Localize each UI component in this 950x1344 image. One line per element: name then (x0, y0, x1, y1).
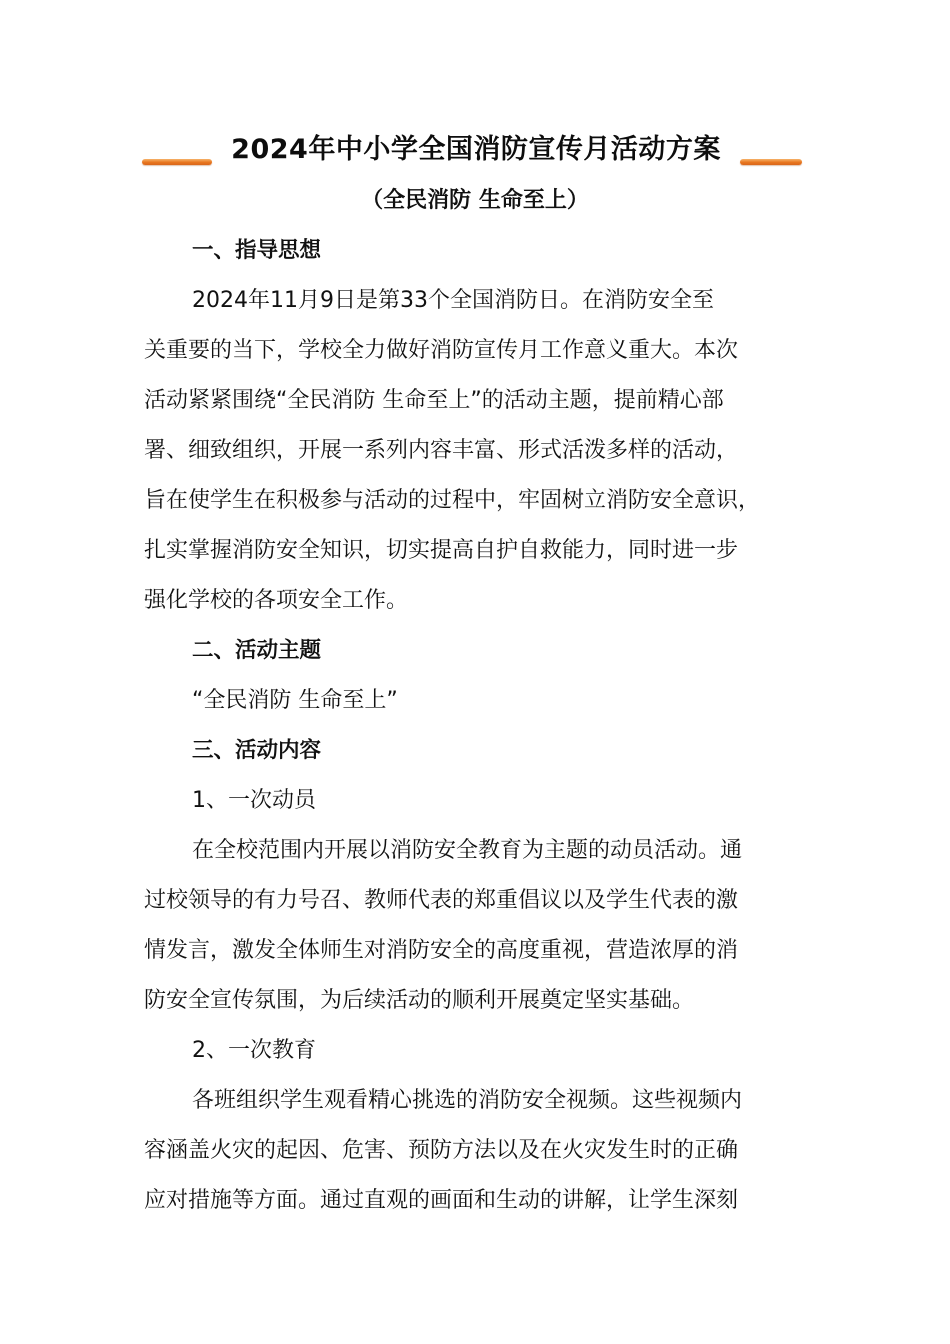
paragraph-line: 各班组织学生观看精心挑选的消防安全视频。这些视频内 (192, 1088, 743, 1113)
item-label-education: 2、一次教育 (192, 1038, 316, 1063)
paragraph-line: 防安全宣传氛围，为后续活动的顺利开展奠定坚实基础。 (144, 988, 695, 1013)
paragraph-line: 署、细致组织，开展一系列内容丰富、形式活泼多样的活动， (144, 438, 739, 463)
paragraph-line: 扎实掌握消防安全知识，切实提高自护自救能力，同时进一步 (144, 538, 739, 563)
title-block (142, 128, 802, 172)
section-heading-activity-content: 三、活动内容 (192, 738, 322, 763)
paragraph-line: 在全校范围内开展以消防安全教育为主题的动员活动。通 (192, 838, 743, 863)
document-body (144, 226, 816, 1226)
paragraph-line: 2024年11月9日是第33个全国消防日。在消防安全至 (192, 288, 714, 313)
title-decoration-right (740, 159, 802, 165)
paragraph-line: 关重要的当下，学校全力做好消防宣传月工作意义重大。本次 (144, 338, 739, 363)
paragraph-line: 活动紧紧围绕“全民消防 生命至上”的活动主题，提前精心部 (144, 388, 724, 413)
document-subtitle: （全民消防 生命至上） (361, 188, 589, 213)
document-title: 2024年中小学全国消防宣传月活动方案 (231, 134, 721, 165)
paragraph-line: 旨在使学生在积极参与活动的过程中，牢固树立消防安全意识， (144, 488, 761, 513)
section-heading-activity-theme: 二、活动主题 (192, 638, 322, 663)
activity-theme-text: “全民消防 生命至上” (192, 688, 398, 713)
item-label-mobilization: 1、一次动员 (192, 788, 316, 813)
paragraph-line: 过校领导的有力号召、教师代表的郑重倡议以及学生代表的激 (144, 888, 739, 913)
section-heading-guiding-ideology: 一、指导思想 (192, 238, 322, 263)
title-decoration-left (142, 159, 212, 165)
paragraph-line: 强化学校的各项安全工作。 (144, 588, 409, 613)
paragraph-line: 容涵盖火灾的起因、危害、预防方法以及在火灾发生时的正确 (144, 1138, 739, 1163)
paragraph-line: 情发言，激发全体师生对消防安全的高度重视，营造浓厚的消 (144, 938, 739, 963)
paragraph-line: 应对措施等方面。通过直观的画面和生动的讲解，让学生深刻 (144, 1188, 739, 1213)
